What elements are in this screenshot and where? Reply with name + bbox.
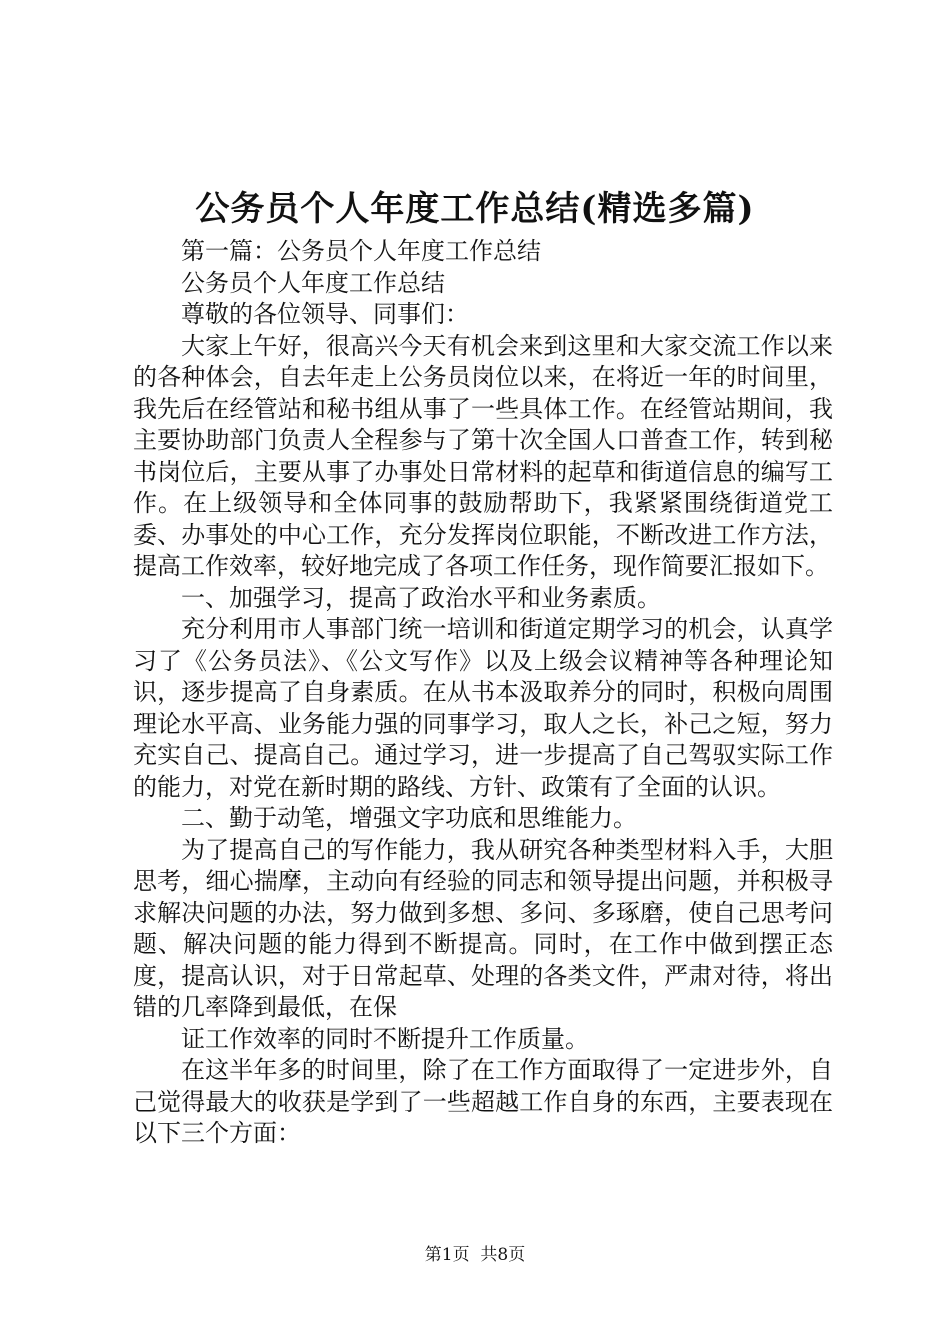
page-number: 第1页 (424, 1245, 470, 1265)
document-body (133, 236, 833, 1150)
paragraph-section-heading: 第一篇：公务员个人年度工作总结 (181, 237, 541, 265)
paragraph-heading-2: 二、勤于动笔，增强文字功底和思维能力。 (181, 804, 637, 832)
paragraph-heading-1: 一、加强学习，提高了政治水平和业务素质。 (181, 583, 661, 612)
paragraph-body: 大家上午好，很高兴今天有机会来到这里和大家交流工作以来的各种体会，自去年走上公务员岗位以来，在将近一年的时间里，我先后在经管站和秘书组从事了一些具体工作。在经管站期间，我主要协助部门负责人全程参与了第十次全国人口普查工作，转到秘书岗位后，主要从事了办事处日常材料的起草和街道信息的编写工作。在上级领导和全体同事的鼓励帮助下，我紧紧围绕街道党工委、办事处的中心工作，充分发挥岗位职能，不断改进工作方法，提高工作效率，较好地完成了各项工作任务，现作简要汇报如下。 (133, 331, 833, 580)
paragraph-body: 在这半年多的时间里，除了在工作方面取得了一定进步外，自己觉得最大的收获是学到了一些超越工作自身的东西，主要表现在以下三个方面： (133, 1056, 833, 1147)
paragraph-body: 充分利用市人事部门统一培训和街道定期学习的机会，认真学习了《公务员法》、《公文写作》以及上级会议精神等各种理论知识，逐步提高了自身素质。在从书本汲取养分的同时，积极向周围理论水平高、业务能力强的同事学习，取人之长，补己之短，努力充实自己、提高自己。通过学习，进一步提高了自己驾驭实际工作的能力，对党在新时期的路线、方针、政策有了全面的认识。 (133, 615, 833, 801)
page-total: 共8页 (480, 1245, 526, 1265)
paragraph-body: 证工作效率的同时不断提升工作质量。 (181, 1024, 589, 1053)
paragraph-subtitle: 公务员个人年度工作总结 (181, 268, 445, 297)
page-footer (0, 1243, 950, 1267)
paragraph-salutation: 尊敬的各位领导、同事们： (181, 300, 469, 328)
document-title: 公务员个人年度工作总结(精选多篇) (195, 189, 755, 229)
paragraph-body: 为了提高自己的写作能力，我从研究各种类型材料入手，大胆思考，细心揣摩，主动向有经验的同志和领导提出问题，并积极寻求解决问题的办法，努力做到多想、多问、多琢磨，使自己思考问题、解决问题的能力得到不断提高。同时，在工作中做到摆正态度，提高认识，对于日常起草、处理的各类文件，严肃对待，将出错的几率降到最低，在保 (133, 835, 833, 1021)
